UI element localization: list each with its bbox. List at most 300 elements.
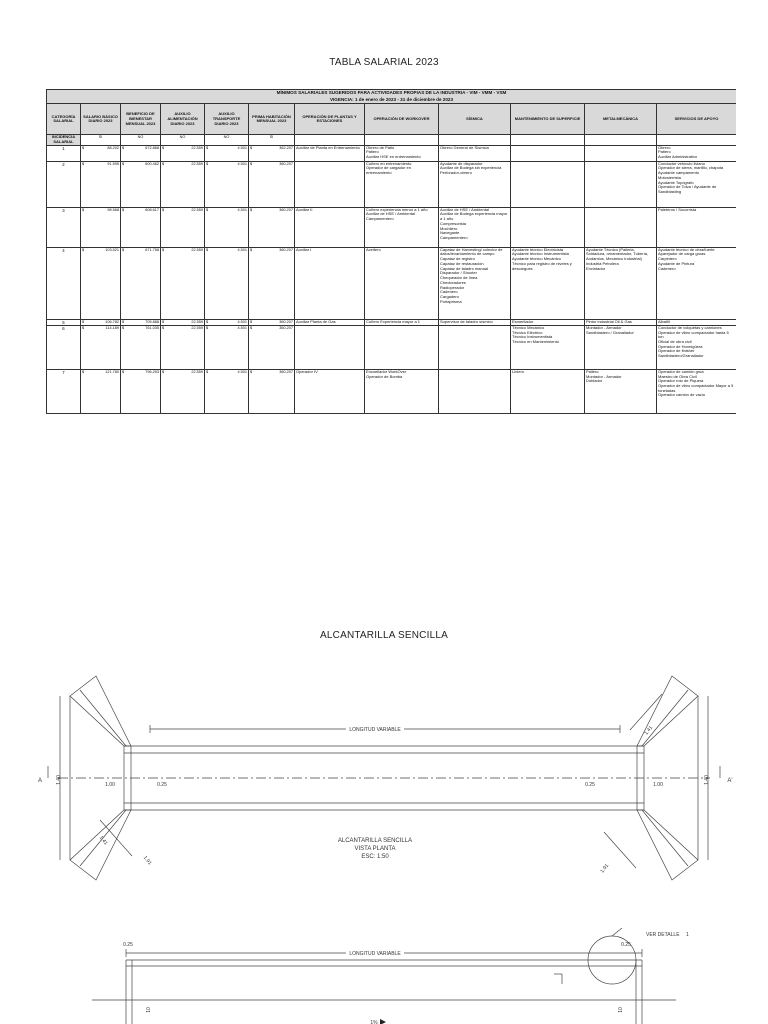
role-item: Operador de Hormigüera <box>658 343 703 349</box>
table-validity: VIGENCIA: 1 de enero de 2023 - 31 de diciembre de 2023 <box>329 96 454 102</box>
role-cell-maintenance <box>511 161 585 207</box>
column-header: SÍSMICA <box>439 104 511 135</box>
money-cell-transport <box>205 207 249 247</box>
amount-value: 22.559 <box>191 247 203 252</box>
column-header: METALMECÁNICA <box>585 104 657 135</box>
table-row <box>47 161 737 207</box>
role-item: Operador de vibro compactador Mayor a 5 toneladas <box>658 382 734 393</box>
plan-right-wall: 0.25 <box>585 782 595 788</box>
role-item: Operador de vibro compactador hasta 5 ton <box>658 329 729 340</box>
column-header: AUXILIO ALIMENTACIÓN DIARIO 2023 <box>161 104 205 135</box>
currency-symbol: $ <box>162 145 165 150</box>
currency-symbol: $ <box>122 145 125 150</box>
money-cell-food <box>161 207 205 247</box>
plan-length-label: LONGITUD VARIABLE <box>349 727 401 733</box>
role-item: Técnico para registro de niveles y descargues <box>512 260 572 271</box>
role-item: Carpintero <box>658 256 677 262</box>
plan-left-wall: 0.25 <box>157 782 167 788</box>
wingwall-upper-left <box>70 676 131 746</box>
column-header: OPERACIÓN DE PLANTAS Y ESTACIONES <box>295 104 365 135</box>
amount-value: 103.521 <box>105 247 119 252</box>
role-item: Operador IV <box>296 369 318 374</box>
role-cell-seismic <box>439 247 511 319</box>
role-cell-support <box>657 325 737 369</box>
role-item: Ayudante de disparador <box>440 161 483 166</box>
category-cell: 5 <box>47 319 81 325</box>
amount-value: 4.501 <box>237 319 247 324</box>
role-cell-workover <box>365 161 439 207</box>
role-item: Encuellador WorkOver <box>366 369 407 374</box>
role-item: Oficial de obra civil <box>658 338 692 344</box>
amount-value: 672.868 <box>145 145 159 150</box>
role-item: Cuñero Experiencia mayor a 1 <box>366 319 421 324</box>
flow-arrow-icon <box>380 1019 386 1024</box>
role-cell-maintenance <box>511 325 585 369</box>
currency-symbol: $ <box>82 369 85 374</box>
role-item: Ayudante de Pintura <box>658 260 695 266</box>
role-cell-plants <box>295 207 365 247</box>
role-item: Maestro de Obra Civil <box>658 373 697 379</box>
amount-value: 360.207 <box>279 247 293 252</box>
role-item: Técnico en Mantenimiento <box>512 338 559 344</box>
role-item: Ayudante técnico Instrumentista <box>512 251 569 257</box>
category-cell: 1 <box>47 145 81 161</box>
table-heading: MÍNIMOS SALARIALES SUGERIDOS PARA ACTIVIDADES PROPIAS DE LA INDUSTRIA - VIM - VMM - VSM <box>276 90 507 95</box>
role-item: Cadenero <box>440 289 458 295</box>
role-cell-plants <box>295 369 365 413</box>
currency-symbol: $ <box>82 207 85 212</box>
section-marker-right: A' <box>727 778 733 784</box>
role-item: Mochilero <box>440 225 458 231</box>
amount-value: 88.202 <box>107 145 119 150</box>
role-item: Sandblastero / Granallador <box>586 329 634 335</box>
role-item: Ayudante campamento <box>658 170 700 176</box>
role-item: Técnico Mecánico <box>512 325 545 330</box>
role-cell-metal <box>585 207 657 247</box>
incidence-label: INCIDENCIA SALARIAL <box>47 135 81 145</box>
culvert-drawing <box>0 660 768 1024</box>
role-cell-support <box>657 207 737 247</box>
table-banner <box>47 90 737 104</box>
money-cell-salary <box>81 161 121 207</box>
amount-value: 4.501 <box>237 369 247 374</box>
amount-value: 761.035 <box>145 325 159 330</box>
column-header: SERVICIOS DE APOYO <box>657 104 737 135</box>
role-item: Esmerilador <box>512 319 534 324</box>
money-cell-benefit <box>121 369 161 413</box>
column-header: AUXILIO TRANSPORTE DIARIO 2023 <box>205 104 249 135</box>
amount-value: 608.617 <box>145 207 159 212</box>
money-cell-food <box>161 325 205 369</box>
amount-value: 4.501 <box>237 207 247 212</box>
money-cell-salary <box>81 369 121 413</box>
role-cell-support <box>657 369 737 413</box>
role-item: Motosierrista <box>658 174 681 180</box>
profile-annotations <box>123 932 689 1024</box>
currency-symbol: $ <box>162 247 165 252</box>
role-item: Operador de finisher <box>658 348 695 354</box>
table-row <box>47 145 737 161</box>
role-cell-workover <box>365 247 439 319</box>
currency-symbol: $ <box>162 161 165 166</box>
amount-value: 22.559 <box>191 325 203 330</box>
amount-value: 22.559 <box>191 161 203 166</box>
role-cell-workover <box>365 369 439 413</box>
detail-reference-text: VER DETALLE <box>646 932 680 938</box>
wingwall-upper-right-inner <box>642 690 688 746</box>
role-item: Pintor industrial Oil & Gas <box>586 319 632 324</box>
money-cell-transport <box>205 145 249 161</box>
section-marker-left: A <box>37 778 43 784</box>
role-item: Auxiliar de Bodega sin experiencia <box>440 165 502 171</box>
amount-value: 360.207 <box>279 161 293 166</box>
role-item: Auxiliar Planta de Gas <box>296 319 336 324</box>
role-item: Técnico Instrumentista <box>512 334 553 340</box>
incidence-flag: SI <box>81 135 121 145</box>
column-header: BENEFICIO DE BIENESTAR MENSUAL 2023 <box>121 104 161 135</box>
role-item: Auxiliar HSE en entrenamiento <box>366 154 421 160</box>
money-cell-housing <box>249 207 295 247</box>
detail-leader <box>612 928 622 936</box>
column-header-row <box>47 104 737 135</box>
amount-value: 114.189 <box>105 325 119 330</box>
role-cell-metal <box>585 145 657 161</box>
amount-value: 600.462 <box>145 161 159 166</box>
column-header: OPERACIÓN DE WORKOVER <box>365 104 439 135</box>
role-cell-metal <box>585 369 657 413</box>
plan-height-right: 1.40 <box>704 775 710 785</box>
amount-value: 4.501 <box>237 145 247 150</box>
role-item: Compresorista <box>440 220 467 226</box>
amount-value: 360.207 <box>279 207 293 212</box>
money-cell-housing <box>249 247 295 319</box>
column-header: CATEGORÍA SALARIAL <box>47 104 81 135</box>
role-item: Portaprisma <box>440 298 462 304</box>
role-cell-metal <box>585 325 657 369</box>
role-cell-maintenance <box>511 145 585 161</box>
role-item: Cuñero en entrenamiento <box>366 161 412 166</box>
column-header: MANTENIMIENTO DE SUPERFICIE <box>511 104 585 135</box>
role-item: Cargadero <box>440 293 459 299</box>
currency-symbol: $ <box>122 325 125 330</box>
profile-side-left: 10 <box>146 1007 152 1013</box>
money-cell-salary <box>81 207 121 247</box>
table-row <box>47 247 737 319</box>
role-item: Operador roto de Piquera <box>658 378 704 384</box>
money-cell-benefit <box>121 145 161 161</box>
role-item: Checkeadores <box>440 279 466 285</box>
money-cell-transport <box>205 369 249 413</box>
role-cell-plants <box>295 325 365 369</box>
money-cell-benefit <box>121 325 161 369</box>
currency-symbol: $ <box>82 161 85 166</box>
table-row <box>47 369 737 413</box>
wingwall-lower-right <box>637 810 698 880</box>
amount-value: 22.559 <box>191 369 203 374</box>
amount-value: 106.782 <box>105 319 119 324</box>
role-cell-plants <box>295 145 365 161</box>
amount-value: 671.758 <box>145 247 159 252</box>
currency-symbol: $ <box>250 247 253 252</box>
money-cell-transport <box>205 325 249 369</box>
currency-symbol: $ <box>122 369 125 374</box>
currency-symbol: $ <box>250 161 253 166</box>
role-cell-support <box>657 161 737 207</box>
wing-dimension-lower-right <box>604 832 636 868</box>
amount-value: 22.559 <box>191 207 203 212</box>
role-cell-plants <box>295 161 365 207</box>
drawing-caption-scale: ESC: 1:50 <box>361 854 389 860</box>
incidence-flag: SI <box>249 135 295 145</box>
role-item: Ayudante técnico Electricista <box>512 247 564 252</box>
role-cell-seismic <box>439 207 511 247</box>
role-item: Chequeador de línea <box>440 275 478 281</box>
role-item: Auxiliar de Planta en Entrenamiento <box>296 145 360 150</box>
currency-symbol: $ <box>250 325 253 330</box>
role-item: Ayudante Topógrafo <box>658 179 694 185</box>
currency-symbol: $ <box>206 247 209 252</box>
amount-value: 22.559 <box>191 145 203 150</box>
culvert-profile-view <box>92 928 676 1024</box>
money-cell-food <box>161 161 205 207</box>
role-item: Técnico Eléctrico <box>512 329 543 335</box>
culvert-title: ALCANTARILLA SENCILLA <box>320 630 448 641</box>
role-item: Pailero <box>586 369 599 374</box>
currency-symbol: $ <box>162 319 165 324</box>
table-row <box>47 325 737 369</box>
amount-value: 360.207 <box>279 319 293 324</box>
amount-value: 4.501 <box>237 325 247 330</box>
money-cell-salary <box>81 145 121 161</box>
role-item: Auxiliar Administrativo <box>658 154 698 160</box>
profile-length-label: LONGITUD VARIABLE <box>349 951 401 957</box>
role-item: Industria Petrolera <box>586 260 619 266</box>
wing-label-lower-right: 1.91 <box>599 862 611 875</box>
flow-label: 1% <box>370 1020 378 1024</box>
role-item: Aparejador de carga gruas <box>658 251 706 257</box>
currency-symbol: $ <box>206 319 209 324</box>
role-item: Capataz de taladro manual <box>440 265 489 271</box>
wingwall-upper-left-inner <box>80 690 126 746</box>
role-item: Encintador <box>586 265 606 271</box>
currency-symbol: $ <box>122 161 125 166</box>
role-item: Doblador <box>586 378 603 384</box>
role-cell-seismic <box>439 369 511 413</box>
detail-reference-number: 1 <box>686 932 689 938</box>
incidence-flag: NO <box>161 135 205 145</box>
incidence-flag: NO <box>205 135 249 145</box>
currency-symbol: $ <box>122 247 125 252</box>
role-cell-seismic <box>439 161 511 207</box>
role-item: Cuñero experiencia menor a 1 año <box>366 207 428 212</box>
role-item: Montador - Armador <box>586 373 622 379</box>
role-item: Auxiliar de HSE / Ambiental <box>440 207 489 212</box>
wing-label-upper-right: 1.41 <box>643 724 655 737</box>
currency-symbol: $ <box>122 319 125 324</box>
column-header: SALARIO BÁSICO DIARIO 2023 <box>81 104 121 135</box>
role-item: Disparador / Shooter <box>440 270 477 276</box>
role-cell-metal <box>585 247 657 319</box>
amount-value: 22.559 <box>191 319 203 324</box>
role-cell-seismic <box>439 325 511 369</box>
role-cell-maintenance <box>511 247 585 319</box>
role-item: Auxiliar I <box>296 247 312 252</box>
role-cell-support <box>657 247 737 319</box>
incidence-empty <box>511 135 585 145</box>
role-item: Perforador-obrero <box>440 170 472 176</box>
table-body <box>47 145 737 413</box>
table-row <box>47 207 737 247</box>
salary-table <box>46 89 736 414</box>
amount-value: 362.207 <box>279 145 293 150</box>
money-cell-housing <box>249 325 295 369</box>
role-item: Obrero de Patio <box>366 145 395 150</box>
drawing-caption-title: ALCANTARILLA SENCILLA <box>337 838 413 844</box>
amount-value: 360.207 <box>279 325 293 330</box>
currency-symbol: $ <box>82 319 85 324</box>
role-item: Ayudante Técnico (Paileria, Soldadura, ornamentador, Tubería, Andamios, Mecánico Industrial) <box>586 247 649 262</box>
money-cell-benefit <box>121 207 161 247</box>
category-cell: 7 <box>47 369 81 413</box>
drawing-caption-view: VISTA PLANTA <box>354 846 396 852</box>
amount-value: 91.595 <box>107 161 119 166</box>
role-cell-workover <box>365 207 439 247</box>
role-cell-maintenance <box>511 369 585 413</box>
role-item: Auxiliar de Bodega experiencia mayor a 1 año <box>440 211 508 222</box>
currency-symbol: $ <box>82 247 85 252</box>
incidence-empty <box>365 135 439 145</box>
role-item: Obrero <box>658 145 671 150</box>
role-item: Conductor de volquetas y camiones <box>658 325 722 330</box>
currency-symbol: $ <box>206 161 209 166</box>
role-item: Paleteros / Socorrista <box>658 207 697 212</box>
role-cell-plants <box>295 247 365 319</box>
role-item: Operador de sierra, martillo, chapota <box>658 165 724 171</box>
amount-value: 360.207 <box>279 369 293 374</box>
role-item: Capataz de Harvesting/ colector de datos/levantamiento de campo <box>440 247 503 257</box>
money-cell-housing <box>249 145 295 161</box>
incidence-empty <box>439 135 511 145</box>
money-cell-salary <box>81 325 121 369</box>
money-cell-transport <box>205 161 249 207</box>
plan-left-width: 1.00 <box>105 782 115 788</box>
amount-value: 121.780 <box>105 369 119 374</box>
incidence-row <box>47 135 737 145</box>
category-cell: 2 <box>47 161 81 207</box>
role-item: Liniero <box>512 369 525 374</box>
incidence-flag: NO <box>121 135 161 145</box>
incidence-empty <box>585 135 657 145</box>
plan-annotations <box>38 725 733 875</box>
amount-value: 4.501 <box>237 161 247 166</box>
currency-symbol: $ <box>162 207 165 212</box>
money-cell-housing <box>249 369 295 413</box>
currency-symbol: $ <box>250 207 253 212</box>
money-cell-food <box>161 145 205 161</box>
currency-symbol: $ <box>162 369 165 374</box>
role-item: Radioperador <box>440 284 465 290</box>
role-item: Operador de camión grúa <box>658 369 704 374</box>
role-item: Montador - Armador <box>586 325 622 330</box>
role-cell-seismic <box>439 145 511 161</box>
profile-left-wall-label: 0.25 <box>123 942 133 948</box>
role-item: Navegante <box>440 230 460 236</box>
role-item: Obrero General de Sísmica <box>440 145 489 150</box>
wing-label-lower-left-short: 1.41 <box>97 834 109 847</box>
money-cell-housing <box>249 161 295 207</box>
amount-value: 796.253 <box>145 369 159 374</box>
role-item: Patiero <box>658 149 671 155</box>
role-item: Operador de cargador en entrenamiento <box>366 165 411 176</box>
role-item: Auxiliar de HSE / Ambiental <box>366 211 415 217</box>
currency-symbol: $ <box>250 319 253 324</box>
category-cell: 3 <box>47 207 81 247</box>
currency-symbol: $ <box>250 145 253 150</box>
role-item: Campamentero <box>440 235 468 241</box>
salary-table-container <box>46 89 736 415</box>
currency-symbol: $ <box>206 369 209 374</box>
amount-value: 705.888 <box>145 319 159 324</box>
category-cell: 4 <box>47 247 81 319</box>
role-item: Aceitero <box>366 247 381 252</box>
role-cell-workover <box>365 325 439 369</box>
role-cell-support <box>657 145 737 161</box>
plan-right-width: 1.00 <box>653 782 663 788</box>
currency-symbol: $ <box>82 325 85 330</box>
currency-symbol: $ <box>250 369 253 374</box>
category-cell: 6 <box>47 325 81 369</box>
role-cell-metal <box>585 161 657 207</box>
currency-symbol: $ <box>206 207 209 212</box>
role-item: Cadenero <box>658 265 676 271</box>
role-item: Conductor vehículo liviano <box>658 161 705 166</box>
role-item: Auxiliar II <box>296 207 313 212</box>
incidence-empty <box>295 135 365 145</box>
currency-symbol: $ <box>206 145 209 150</box>
plan-height-left: 1.40 <box>56 775 62 785</box>
amount-value: 98.568 <box>107 207 119 212</box>
money-cell-transport <box>205 247 249 319</box>
role-cell-workover <box>365 145 439 161</box>
role-item: Supervisor de taladro sísmico <box>440 319 493 324</box>
profile-side-right: 10 <box>618 1007 624 1013</box>
profile-right-wall-label: 0.25 <box>621 942 631 948</box>
role-item: Operador camión de vacío <box>658 392 706 398</box>
amount-value: 4.501 <box>237 247 247 252</box>
currency-symbol: $ <box>82 145 85 150</box>
wingwall-lower-right-inner <box>642 810 688 866</box>
money-cell-food <box>161 247 205 319</box>
role-item: Capataz de restauración <box>440 260 484 266</box>
role-item: Ayudante técnico de obra/fuerte <box>658 247 715 252</box>
money-cell-salary <box>81 247 121 319</box>
money-cell-benefit <box>121 247 161 319</box>
incidence-empty <box>657 135 737 145</box>
salary-table-title: TABLA SALARIAL 2023 <box>329 57 439 68</box>
money-cell-benefit <box>121 161 161 207</box>
role-item: Patiero <box>366 149 379 155</box>
role-item: Operador de Tolva / Ayudante de Sandblasting <box>658 184 717 195</box>
currency-symbol: $ <box>206 325 209 330</box>
role-item: Ayudante técnico Mecánico <box>512 256 561 262</box>
currency-symbol: $ <box>122 207 125 212</box>
currency-symbol: $ <box>162 325 165 330</box>
role-item: Albañil <box>658 319 671 324</box>
wing-label-lower-left-long: 1.91 <box>141 854 153 867</box>
role-item: Capataz de registro <box>440 256 475 262</box>
money-cell-food <box>161 369 205 413</box>
role-item: Campamentero <box>366 216 394 222</box>
